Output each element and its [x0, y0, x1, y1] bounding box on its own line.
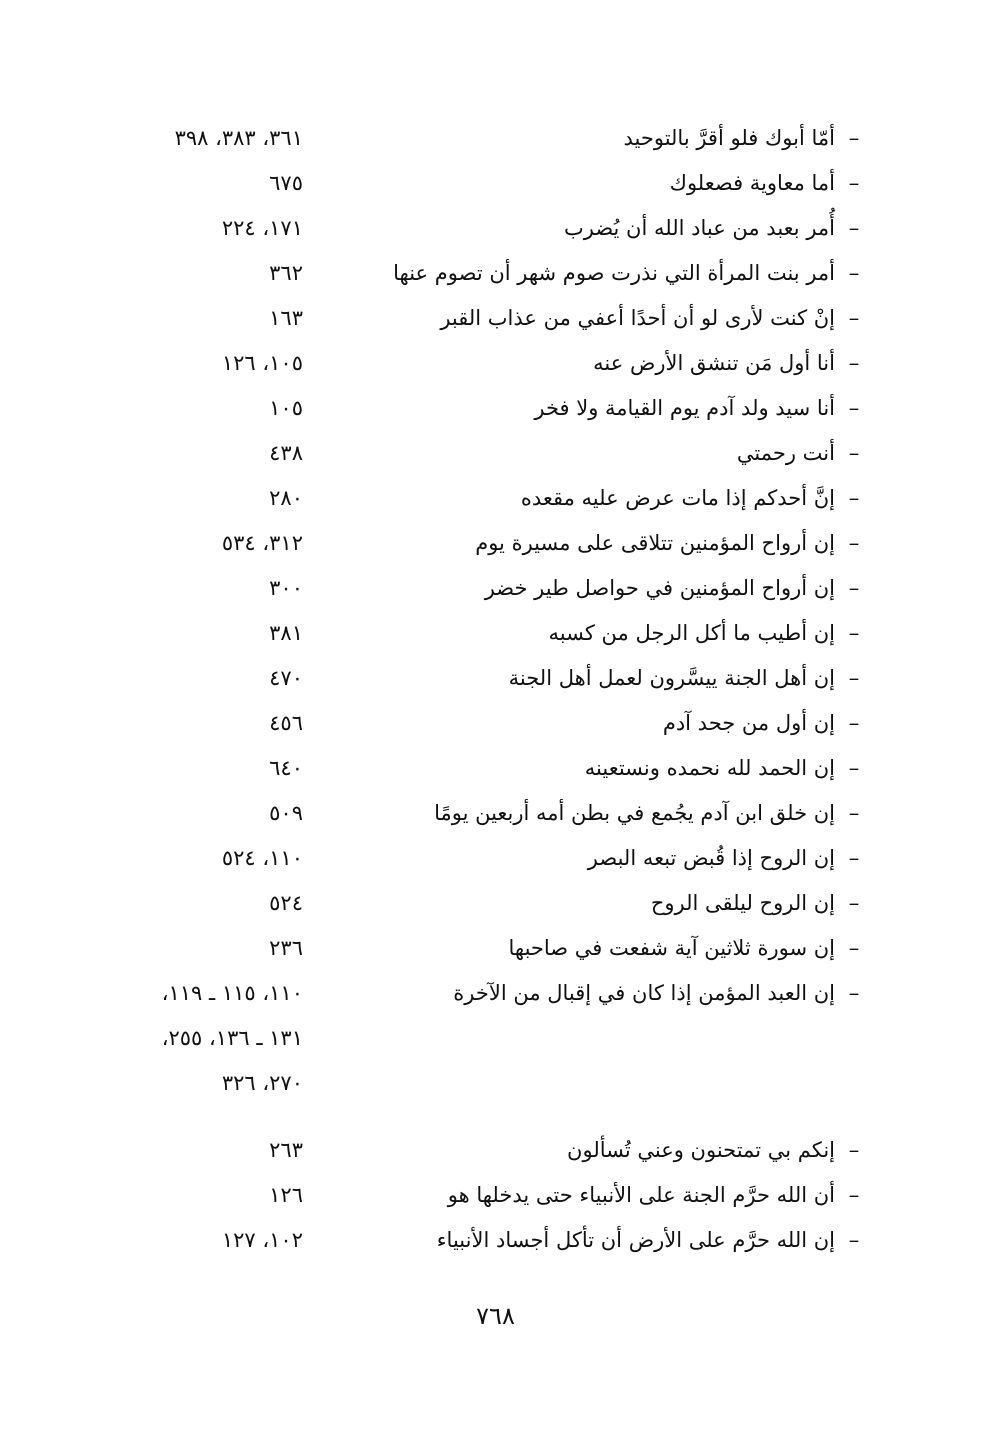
entry-text-group [585, 746, 873, 791]
page-references [113, 251, 303, 296]
page-references [113, 161, 303, 206]
index-entry [113, 161, 873, 206]
entry-dash: – [848, 666, 860, 690]
page-reference-line: ٢٨٠ [269, 486, 303, 510]
entry-text-group [393, 251, 873, 296]
index-entry [113, 746, 873, 791]
page-references [113, 206, 303, 251]
page-reference-line: ٤٧٠ [269, 666, 303, 690]
entry-text-group [593, 341, 873, 386]
hadith-text: إن أرواح المؤمنين في حواصل طير خضر [484, 576, 835, 600]
entry-dash: – [848, 1183, 860, 1207]
hadith-text: أنا سيد ولد آدم يوم القيامة ولا فخر [534, 396, 835, 420]
page-reference-line: ٦٤٠ [269, 756, 303, 780]
hadith-text: إن الحمد لله نحمده ونستعينه [584, 756, 835, 780]
hadith-text: إن الروح ليلقى الروح [650, 891, 835, 915]
index-entry [113, 206, 873, 251]
entry-text-group [670, 161, 873, 206]
entry-dash: – [848, 216, 860, 240]
hadith-text: أمر بنت المرأة التي نذرت صوم شهر أن تصوم عنها [393, 261, 835, 285]
hadith-text: أمّا أبوك فلو أقرَّ بالتوحيد [623, 126, 835, 150]
hadith-text: إنْ كنت لأرى لو أن أحدًا أعفي من عذاب القبر [440, 306, 835, 330]
entry-dash: – [848, 846, 860, 870]
entry-text-group [440, 296, 873, 341]
page-reference-line: ١٧١، ٢٢٤ [221, 216, 303, 240]
page-references [113, 566, 303, 611]
hadith-text: إن سورة ثلاثين آية شفعت في صاحبها [508, 936, 835, 960]
page-references [113, 341, 303, 386]
entry-dash: – [848, 576, 860, 600]
entry-text-group [434, 791, 873, 836]
page-reference-line: ٣٦١، ٣٨٣، ٣٩٨ [174, 126, 303, 150]
entry-text-group [509, 656, 873, 701]
entry-dash: – [848, 936, 860, 960]
index-entry [113, 476, 873, 521]
entry-text-group [534, 386, 873, 431]
entry-dash: – [848, 1138, 860, 1162]
hadith-text: إن الله حرَّم على الأرض أن تأكل أجساد الأنبياء [436, 1228, 835, 1252]
index-entry [113, 791, 873, 836]
page-reference-line: ١١٠، ١١٥ ـ ١١٩، [161, 981, 303, 1005]
page-reference-line: ١٠٥، ١٢٦ [221, 351, 303, 375]
hadith-text: إن أول من جحد آدم [662, 711, 835, 735]
page-reference-line: ١٠٢، ١٢٧ [221, 1228, 303, 1252]
hadith-text: أنت رحمتي [736, 441, 835, 465]
page-references [113, 476, 303, 521]
entry-text-group [663, 701, 873, 746]
entry-dash: – [848, 486, 860, 510]
page-references [113, 296, 303, 341]
page-reference-line: ١٦٣ [269, 306, 303, 330]
page-references [113, 746, 303, 791]
entry-dash: – [848, 1228, 860, 1252]
entry-dash: – [848, 801, 860, 825]
entry-gap [113, 1106, 873, 1128]
index-entry [113, 701, 873, 746]
index-entry [113, 836, 873, 881]
hadith-text: أُمر بعبد من عباد الله أن يُضرب [563, 216, 835, 240]
hadith-index-list [113, 116, 873, 1263]
index-entry [113, 926, 873, 971]
page-references [113, 701, 303, 746]
page-reference-line: ١٢٦ [269, 1183, 303, 1207]
page-references [113, 656, 303, 701]
page-reference-line: ٦٧٥ [269, 171, 303, 195]
entry-dash: – [848, 126, 860, 150]
entry-text-group [564, 206, 873, 251]
index-entry [113, 1173, 873, 1218]
page-references [113, 926, 303, 971]
entry-text-group [624, 116, 874, 161]
index-entry [113, 1128, 873, 1173]
page-references [113, 386, 303, 431]
page-references [113, 971, 303, 1106]
hadith-text: إن خلق ابن آدم يجُمع في بطن أمه أربعين يومًا [434, 801, 835, 825]
entry-text-group [737, 431, 873, 476]
hadith-text: أنا أول مَن تنشق الأرض عنه [593, 351, 835, 375]
page-references [113, 116, 303, 161]
entry-text-group [549, 611, 873, 656]
index-entry [113, 566, 873, 611]
entry-dash: – [848, 891, 860, 915]
entry-text-group [567, 1128, 873, 1173]
index-entry [113, 116, 873, 161]
index-entry [113, 521, 873, 566]
hadith-text: إن أطيب ما أكل الرجل من كسبه [548, 621, 835, 645]
entry-text-group [448, 1173, 873, 1218]
entry-dash: – [848, 981, 860, 1005]
page-reference-line: ٣١٢، ٥٣٤ [221, 531, 303, 555]
hadith-text: إنَّ أحدكم إذا مات عرض عليه مقعده [520, 486, 835, 510]
page-references [113, 1218, 303, 1263]
page-reference-line: ٤٥٦ [269, 711, 303, 735]
entry-dash: – [848, 351, 860, 375]
entry-text-group [521, 476, 873, 521]
hadith-text: إن أهل الجنة ييسَّرون لعمل أهل الجنة [508, 666, 835, 690]
entry-text-group [651, 881, 873, 926]
index-entry [113, 1218, 873, 1263]
entry-dash: – [848, 756, 860, 780]
entry-dash: – [848, 441, 860, 465]
entry-text-group [485, 566, 873, 611]
index-entry [113, 341, 873, 386]
entry-text-group [475, 521, 873, 566]
entry-text-group [437, 1218, 873, 1263]
page-references [113, 1173, 303, 1218]
entry-text-group [453, 971, 873, 1016]
entry-dash: – [848, 621, 860, 645]
index-entry [113, 386, 873, 431]
hadith-text: إن أرواح المؤمنين تتلاقى على مسيرة يوم [475, 531, 835, 555]
page-references [113, 791, 303, 836]
index-entry [113, 881, 873, 926]
entry-dash: – [848, 171, 860, 195]
index-entry [113, 611, 873, 656]
page-reference-line: ١٣١ ـ ١٣٦، ٢٥٥، [161, 1026, 303, 1050]
index-entry [113, 656, 873, 701]
hadith-text: إن العبد المؤمن إذا كان في إقبال من الآخرة [453, 981, 835, 1005]
page-references [113, 521, 303, 566]
entry-dash: – [848, 531, 860, 555]
page-reference-line: ٢٧٠، ٣٢٦ [221, 1071, 303, 1095]
hadith-text: إن الروح إذا قُبض تبعه البصر [587, 846, 835, 870]
page-reference-line: ٥٠٩ [269, 801, 303, 825]
page-reference-line: ٢٣٦ [269, 936, 303, 960]
page-reference-line: ١١٠، ٥٢٤ [221, 846, 303, 870]
page-reference-line: ١٠٥ [269, 396, 303, 420]
page-references [113, 836, 303, 881]
index-entry [113, 251, 873, 296]
page-reference-line: ٤٣٨ [269, 441, 303, 465]
index-entry [113, 971, 873, 1106]
page-reference-line: ٣٦٢ [269, 261, 303, 285]
page-references [113, 431, 303, 476]
entry-text-group [508, 926, 873, 971]
page-reference-line: ٣٨١ [269, 621, 303, 645]
page-reference-line: ٥٢٤ [269, 891, 303, 915]
hadith-text: أن الله حرَّم الجنة على الأنبياء حتى يدخلها هو [447, 1183, 835, 1207]
entry-dash: – [848, 711, 860, 735]
index-entry [113, 431, 873, 476]
hadith-text: إنكم بي تمتحنون وعني تُسألون [567, 1138, 835, 1162]
page-reference-line: ٣٠٠ [269, 576, 303, 600]
entry-dash: – [848, 306, 860, 330]
entry-text-group [588, 836, 873, 881]
page-references [113, 611, 303, 656]
page-reference-line: ٢٦٣ [269, 1138, 303, 1162]
index-entry [113, 296, 873, 341]
hadith-text: أما معاوية فصعلوك [669, 171, 835, 195]
page-references [113, 881, 303, 926]
entry-dash: – [848, 261, 860, 285]
entry-dash: – [848, 396, 860, 420]
page-references [113, 1128, 303, 1173]
page-number: ٧٦٨ [476, 1302, 515, 1330]
